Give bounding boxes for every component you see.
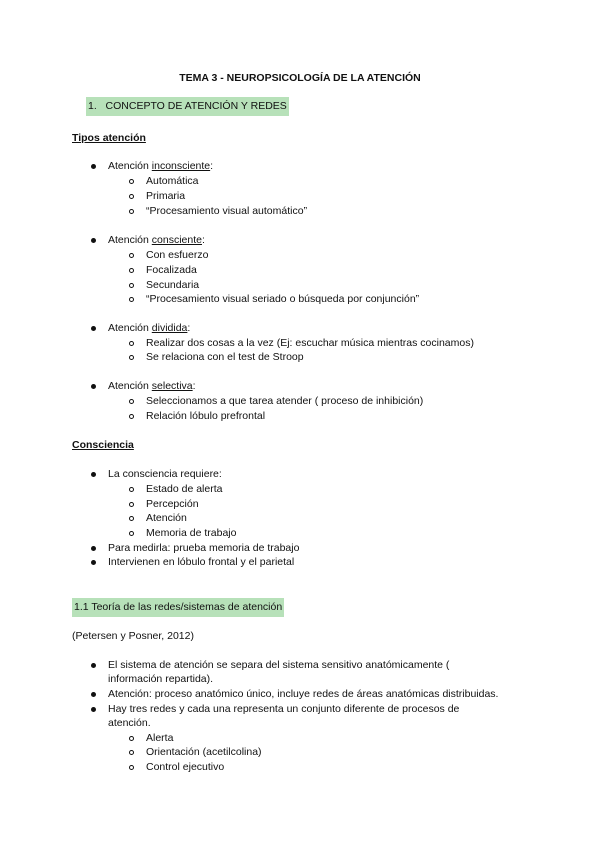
- list-item: “Procesamiento visual automático”: [129, 205, 307, 217]
- citation: (Petersen y Posner, 2012): [72, 630, 194, 642]
- list-item: Relación lóbulo prefrontal: [129, 410, 265, 422]
- bullet-icon: [129, 531, 134, 536]
- list-item: Atención: [129, 512, 187, 524]
- list-item: Atención consciente:: [91, 234, 205, 246]
- bullet-icon: [91, 692, 96, 697]
- bullet-icon: [91, 164, 96, 169]
- bullet-icon: [129, 179, 134, 184]
- bullet-icon: [129, 297, 134, 302]
- bullet-icon: [129, 341, 134, 346]
- section-1-1-heading: 1.1 Teoría de las redes/sistemas de atención: [72, 601, 284, 613]
- bullet-icon: [129, 414, 134, 419]
- bullet-icon: [129, 736, 134, 741]
- list-item: Percepción: [129, 498, 199, 510]
- list-item: Control ejecutivo: [129, 761, 224, 773]
- bullet-icon: [91, 238, 96, 243]
- bullet-icon: [129, 750, 134, 755]
- bullet-icon: [91, 663, 96, 668]
- page-title: TEMA 3 - NEUROPSICOLOGÍA DE LA ATENCIÓN: [179, 72, 421, 84]
- bullet-icon: [129, 194, 134, 199]
- list-item: Para medirla: prueba memoria de trabajo: [91, 542, 299, 554]
- list-item: Focalizada: [129, 264, 197, 276]
- bullet-icon: [91, 384, 96, 389]
- list-item: Automática: [129, 175, 199, 187]
- list-item: Secundaria: [129, 279, 199, 291]
- list-item: Atención selectiva:: [91, 380, 196, 392]
- bullet-icon: [129, 399, 134, 404]
- list-item: La consciencia requiere:: [91, 468, 222, 480]
- list-item: Con esfuerzo: [129, 249, 208, 261]
- bullet-icon: [129, 355, 134, 360]
- list-item: Seleccionamos a que tarea atender ( proceso de inhibición): [129, 395, 423, 407]
- list-item-continuation: atención.: [108, 717, 151, 729]
- list-item: Se relaciona con el test de Stroop: [129, 351, 304, 363]
- section-1-heading: [86, 100, 289, 112]
- consciencia-heading: Consciencia: [72, 439, 134, 451]
- list-item: Atención inconsciente:: [91, 160, 213, 172]
- bullet-icon: [91, 472, 96, 477]
- list-item: Intervienen en lóbulo frontal y el parietal: [91, 556, 294, 568]
- section-1-label: CONCEPTO DE ATENCIÓN Y REDES: [105, 100, 287, 112]
- list-item: Atención: proceso anatómico único, incluye redes de áreas anatómicas distribuidas.: [91, 688, 498, 700]
- bullet-icon: [129, 765, 134, 770]
- bullet-icon: [129, 502, 134, 507]
- list-item: Alerta: [129, 732, 173, 744]
- bullet-icon: [91, 326, 96, 331]
- bullet-icon: [91, 560, 96, 565]
- list-item: Hay tres redes y cada una representa un conjunto diferente de procesos de: [91, 703, 459, 715]
- bullet-icon: [129, 268, 134, 273]
- list-item: Memoria de trabajo: [129, 527, 236, 539]
- bullet-icon: [129, 209, 134, 214]
- bullet-icon: [129, 283, 134, 288]
- bullet-icon: [129, 487, 134, 492]
- bullet-icon: [91, 546, 96, 551]
- list-item: Orientación (acetilcolina): [129, 746, 262, 758]
- bullet-icon: [129, 253, 134, 258]
- section-1-number: 1.: [88, 100, 97, 112]
- bullet-icon: [129, 516, 134, 521]
- list-item: El sistema de atención se separa del sistema sensitivo anatómicamente (: [91, 659, 449, 671]
- list-item: Realizar dos cosas a la vez (Ej: escuchar música mientras cocinamos): [129, 337, 474, 349]
- bullet-icon: [91, 707, 96, 712]
- list-item-continuation: información repartida).: [108, 673, 214, 685]
- list-item: Primaria: [129, 190, 185, 202]
- list-item: Atención dividida:: [91, 322, 190, 334]
- list-item: Estado de alerta: [129, 483, 222, 495]
- tipos-heading: Tipos atención: [72, 132, 146, 144]
- list-item: “Procesamiento visual seriado o búsqueda por conjunción”: [129, 293, 419, 305]
